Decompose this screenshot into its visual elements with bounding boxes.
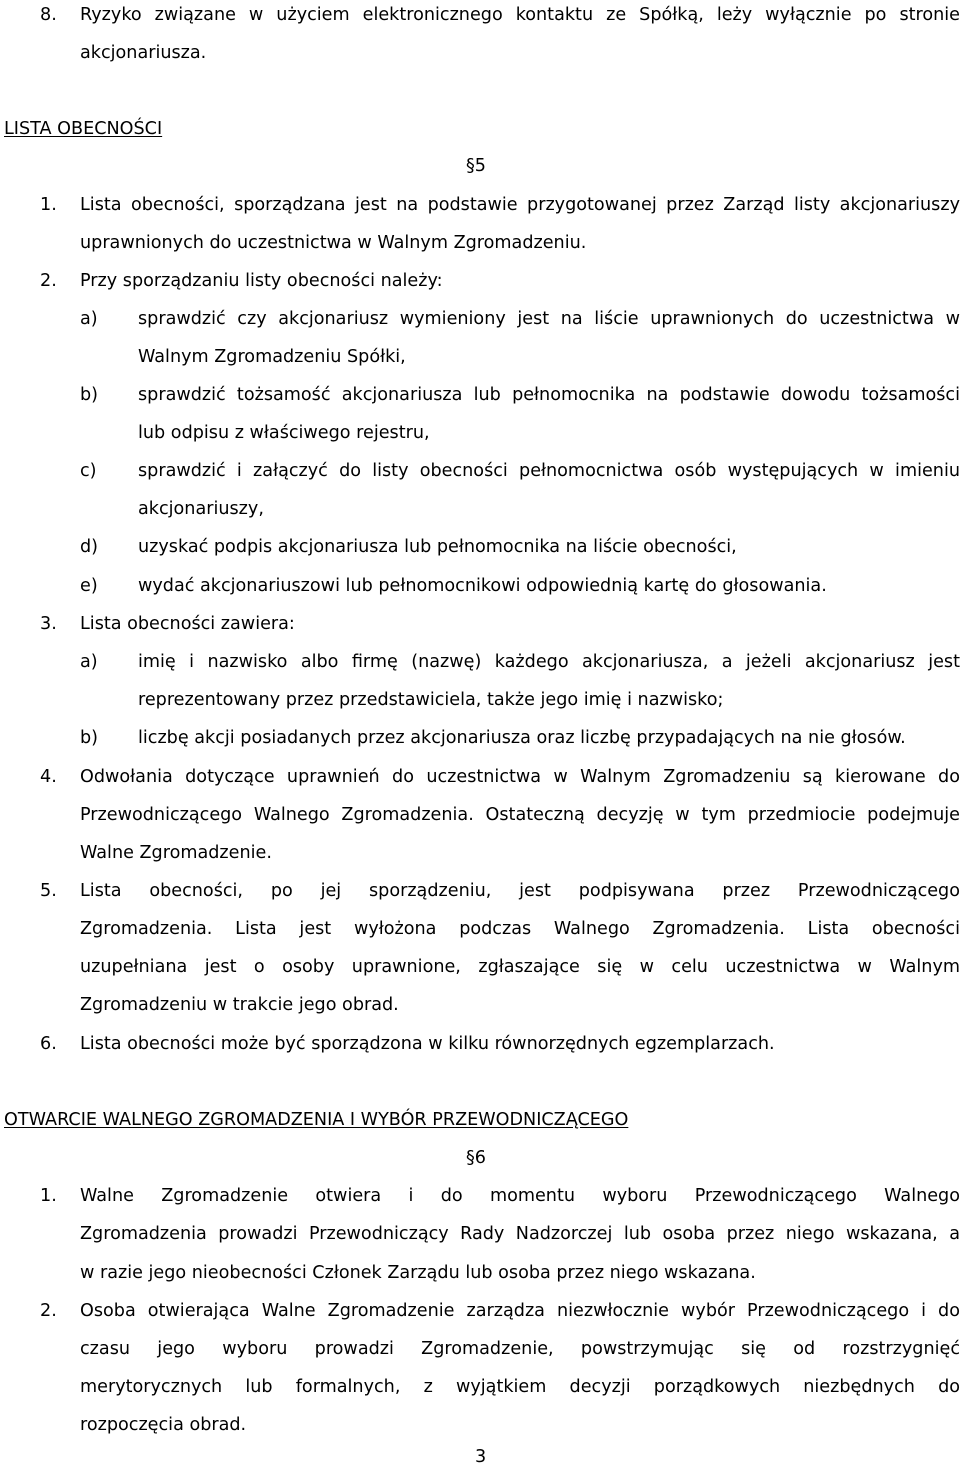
text-line: Walne Zgromadzenie. xyxy=(80,843,272,863)
text-line: uprawnionych do uczestnictwa w Walnym Zgromadzeniu. xyxy=(80,233,587,253)
text-line: czasu jego wyboru prowadzi Zgromadzenie, powstrzymując się od rozstrzygnięć xyxy=(80,1339,960,1359)
text-line: Zgromadzenia. Lista jest wyłożona podczas Walnego Zgromadzenia. Lista obecności xyxy=(80,919,960,939)
text-line: rozpoczęcia obrad. xyxy=(80,1415,247,1435)
text-line: Przy sporządzaniu listy obecności należy: xyxy=(80,271,443,291)
page-number: 3 xyxy=(475,1447,487,1467)
text-line: akcjonariuszy, xyxy=(138,499,264,519)
list-letter: b) xyxy=(80,728,99,748)
text-line: akcjonariusza. xyxy=(80,43,207,63)
text-line: w razie jego nieobecności Członek Zarządu lub osoba przez niego wskazana. xyxy=(80,1263,756,1283)
list-number: 2. xyxy=(40,271,57,291)
list-number: 1. xyxy=(40,195,57,215)
list-letter: d) xyxy=(80,537,99,557)
text-line: Zgromadzeniu w trakcie jego obrad. xyxy=(80,995,399,1015)
text-line: Walnym Zgromadzeniu Spółki, xyxy=(138,347,406,367)
text-line: imię i nazwisko albo firmę (nazwę) każdego akcjonariusza, a jeżeli akcjonariusz jest xyxy=(138,652,960,672)
section-heading: LISTA OBECNOŚCI xyxy=(4,119,163,139)
text-line: Lista obecności, sporządzana jest na podstawie przygotowanej przez Zarząd listy akcjonariuszy xyxy=(80,195,960,215)
text-line: lub odpisu z właściwego rejestru, xyxy=(138,423,430,443)
text-line: Ryzyko związane w użyciem elektronicznego kontaktu ze Spółką, leży wyłącznie po stronie xyxy=(80,5,960,25)
list-letter: a) xyxy=(80,652,98,672)
text-line: Walne Zgromadzenie otwiera i do momentu wyboru Przewodniczącego Walnego xyxy=(80,1186,960,1206)
text-line: wydać akcjonariuszowi lub pełnomocnikowi odpowiednią kartę do głosowania. xyxy=(138,576,827,596)
paragraph-mark: §5 xyxy=(466,156,486,176)
list-number: 5. xyxy=(40,881,57,901)
list-letter: b) xyxy=(80,385,99,405)
text-line: Lista obecności zawiera: xyxy=(80,614,295,634)
list-letter: a) xyxy=(80,309,98,329)
list-number: 1. xyxy=(40,1186,57,1206)
text-line: sprawdzić i załączyć do listy obecności pełnomocnictwa osób występujących w imieniu xyxy=(138,461,960,481)
paragraph-mark: §6 xyxy=(466,1148,486,1168)
text-line: sprawdzić czy akcjonariusz wymieniony jest na liście uprawnionych do uczestnictwa w xyxy=(138,309,960,329)
list-letter: e) xyxy=(80,576,98,596)
list-number: 2. xyxy=(40,1301,57,1321)
text-line: uzyskać podpis akcjonariusza lub pełnomocnika na liście obecności, xyxy=(138,537,737,557)
text-line: merytorycznych lub formalnych, z wyjątkiem decyzji porządkowych niezbędnych do xyxy=(80,1377,960,1397)
text-line: uzupełniana jest o osoby uprawnione, zgłaszające się w celu uczestnictwa w Walnym xyxy=(80,957,960,977)
text-line: Odwołania dotyczące uprawnień do uczestnictwa w Walnym Zgromadzeniu są kierowane do xyxy=(80,767,960,787)
text-line: Przewodniczącego Walnego Zgromadzenia. Ostateczną decyzję w tym przedmiocie podejmuje xyxy=(80,805,960,825)
list-number: 3. xyxy=(40,614,57,634)
list-number: 8. xyxy=(40,5,57,25)
text-line: reprezentowany przez przedstawiciela, także jego imię i nazwisko; xyxy=(138,690,724,710)
text-line: sprawdzić tożsamość akcjonariusza lub pełnomocnika na podstawie dowodu tożsamości xyxy=(138,385,960,405)
section-heading: OTWARCIE WALNEGO ZGROMADZENIA I WYBÓR PRZEWODNICZĄCEGO xyxy=(4,1110,629,1130)
list-letter: c) xyxy=(80,461,97,481)
text-line: Osoba otwierająca Walne Zgromadzenie zarządza niezwłocznie wybór Przewodniczącego i do xyxy=(80,1301,960,1321)
text-line: Zgromadzenia prowadzi Przewodniczący Rady Nadzorczej lub osoba przez niego wskazana, a xyxy=(80,1224,960,1244)
list-number: 6. xyxy=(40,1034,57,1054)
text-line: liczbę akcji posiadanych przez akcjonariusza oraz liczbę przypadających na nie głosów. xyxy=(138,728,906,748)
text-line: Lista obecności może być sporządzona w kilku równorzędnych egzemplarzach. xyxy=(80,1034,775,1054)
text-line: Lista obecności, po jej sporządzeniu, jest podpisywana przez Przewodniczącego xyxy=(80,881,960,901)
list-number: 4. xyxy=(40,767,57,787)
